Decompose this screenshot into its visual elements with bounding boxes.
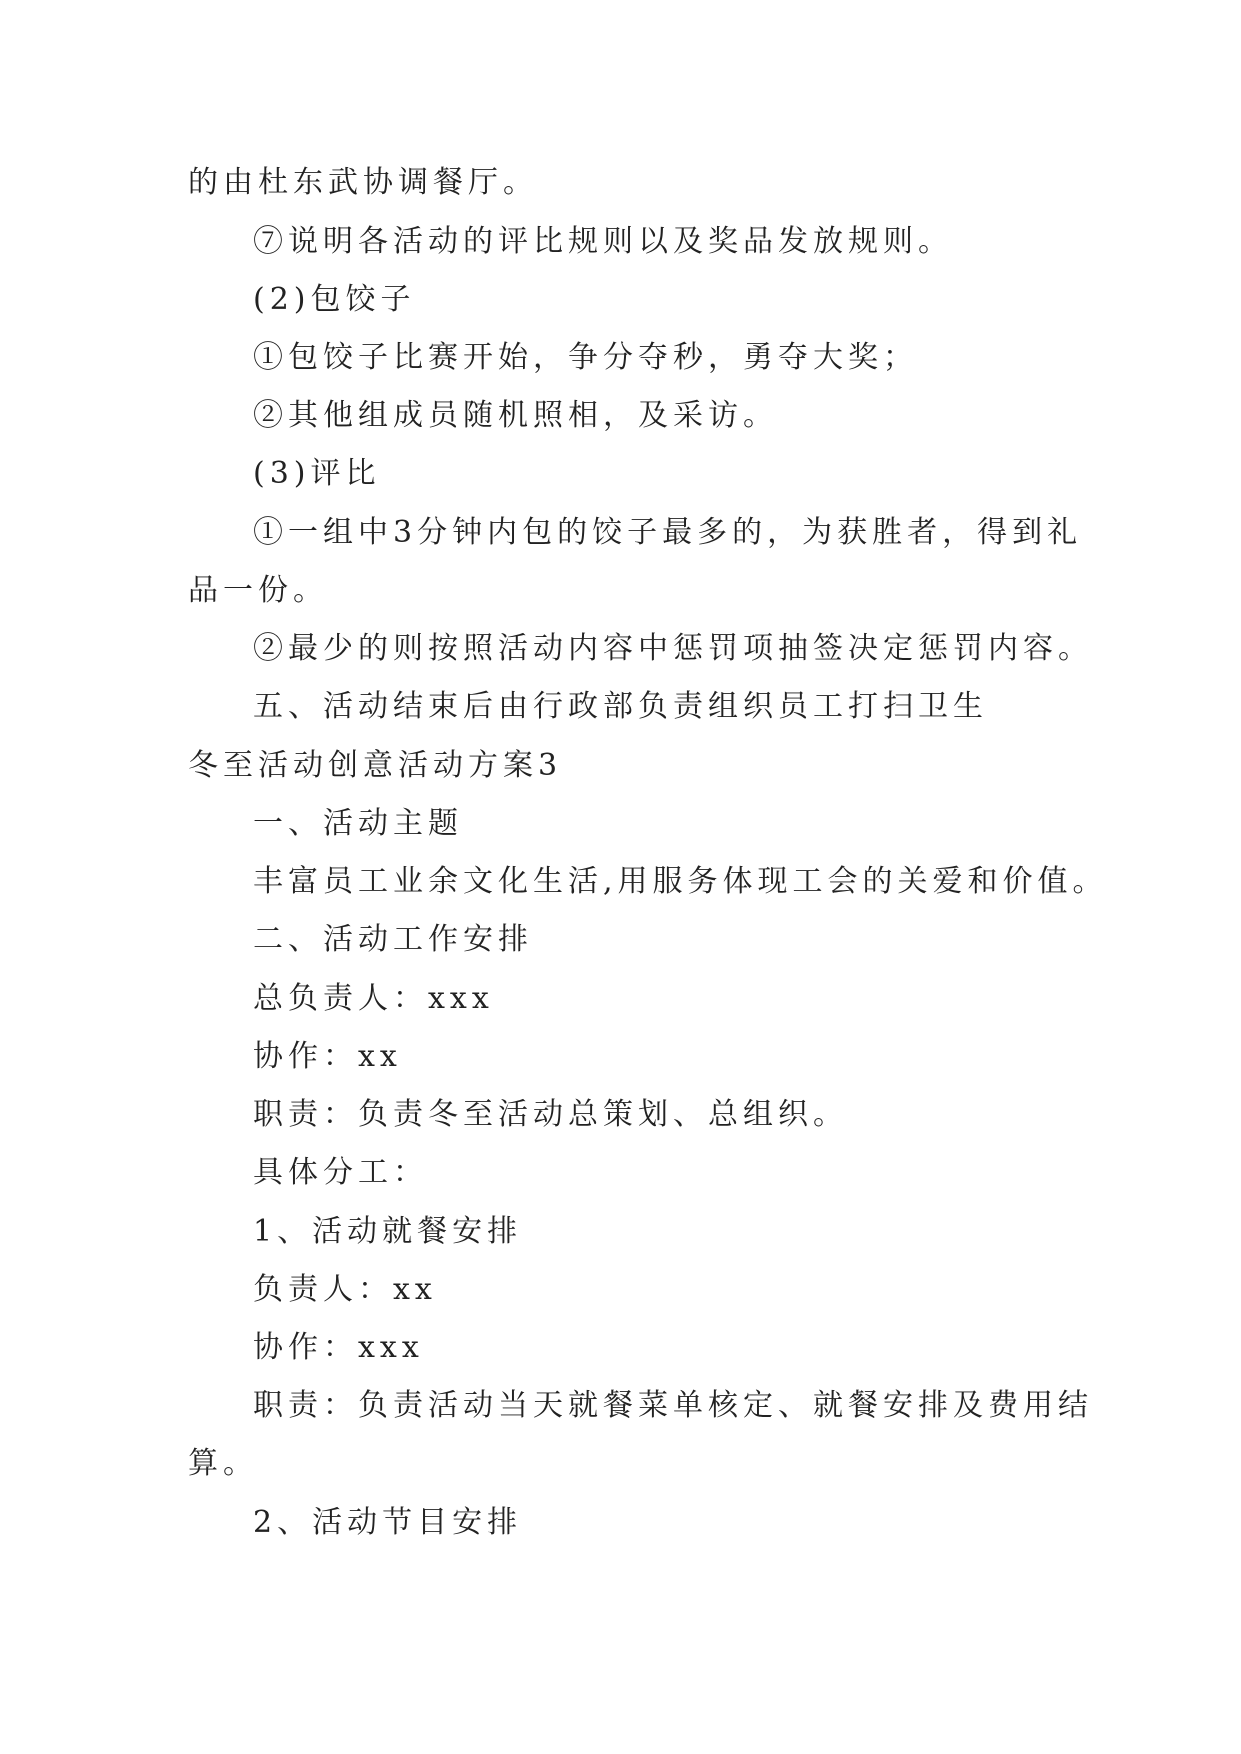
text-line: 职责：负责冬至活动总策划、总组织。 bbox=[253, 1097, 848, 1132]
section-title: 冬至活动创意活动方案3 bbox=[188, 748, 563, 783]
text-line: 负责人：xx bbox=[253, 1272, 437, 1307]
text-line: ①一组中3分钟内包的饺子最多的，为获胜者，得到礼 bbox=[253, 515, 1083, 550]
text-line: 的由杜东武协调餐厅。 bbox=[188, 165, 538, 200]
text-line: (3)评比 bbox=[253, 456, 381, 491]
text-line: 二、活动工作安排 bbox=[253, 922, 533, 957]
text-line: ⑦说明各活动的评比规则以及奖品发放规则。 bbox=[253, 224, 953, 259]
text-line: 协作：xx bbox=[253, 1039, 402, 1074]
text-line: 算。 bbox=[188, 1446, 258, 1481]
text-line: 丰富员工业余文化生活,用服务体现工会的关爱和价值。 bbox=[253, 864, 1108, 899]
text-line: (2)包饺子 bbox=[253, 282, 416, 317]
text-line: 职责：负责活动当天就餐菜单核定、就餐安排及费用结 bbox=[253, 1388, 1093, 1423]
text-line: 协作：xxx bbox=[253, 1330, 424, 1365]
text-line: 2、活动节目安排 bbox=[253, 1505, 523, 1540]
text-line: 五、活动结束后由行政部负责组织员工打扫卫生 bbox=[253, 689, 988, 724]
text-line: 总负责人：xxx bbox=[253, 981, 494, 1016]
text-line: 品一份。 bbox=[188, 573, 328, 608]
text-line: 一、活动主题 bbox=[253, 806, 463, 841]
text-line: 1、活动就餐安排 bbox=[253, 1214, 523, 1249]
text-line: ①包饺子比赛开始，争分夺秒，勇夺大奖； bbox=[253, 340, 918, 375]
text-line: ②其他组成员随机照相，及采访。 bbox=[253, 398, 778, 433]
text-line: ②最少的则按照活动内容中惩罚项抽签决定惩罚内容。 bbox=[253, 631, 1093, 666]
text-line: 具体分工： bbox=[253, 1155, 428, 1190]
